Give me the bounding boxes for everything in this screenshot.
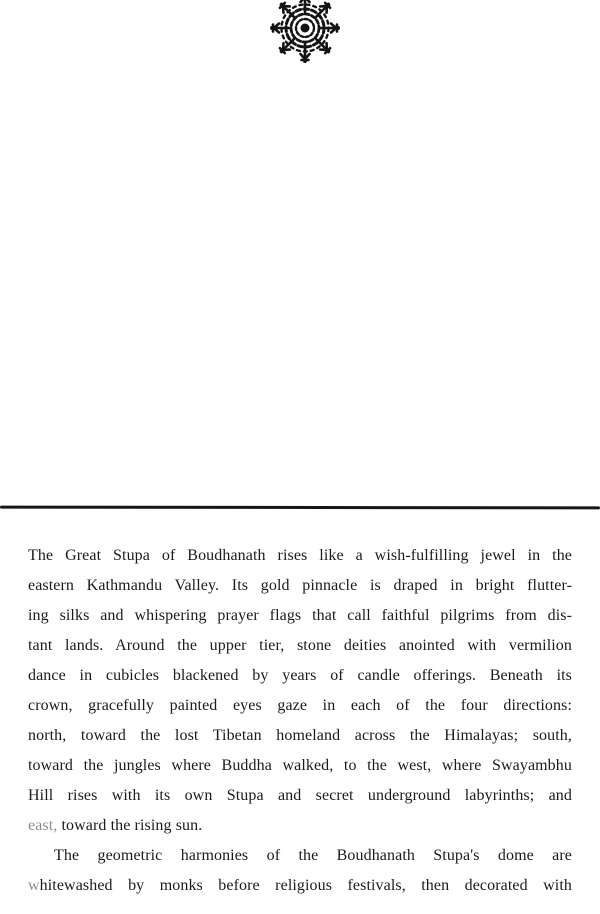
- text-line: north, toward the lost Tibetan homeland across the Himalayas; south,: [28, 727, 572, 744]
- text-line: [28, 811, 572, 841]
- text-line: [28, 871, 572, 901]
- section-divider-rule: [0, 506, 600, 510]
- snowflake-mandala-icon: [267, 0, 343, 66]
- text-line: eastern Kathmandu Valley. Its gold pinnacle is draped in bright flutter-: [28, 577, 572, 594]
- text-line: toward the jungles where Buddha walked, to the west, where Swayambhu: [28, 757, 572, 774]
- paragraph-2: [28, 841, 572, 901]
- body-text: [28, 541, 572, 901]
- text-line: The geometric harmonies of the Boudhanath Stupa's dome are: [54, 847, 572, 864]
- text-line: dance in cubicles blackened by years of candle offerings. Beneath its: [28, 667, 572, 684]
- faded-word: east,: [28, 817, 58, 834]
- text-segment: toward the rising sun.: [57, 817, 203, 834]
- text-line: Hill rises with its own Stupa and secret underground labyrinths; and: [28, 787, 572, 804]
- text-line: crown, gracefully painted eyes gaze in each of the four directions:: [28, 697, 572, 714]
- faded-letter: w: [28, 877, 40, 894]
- text-segment: hitewashed by monks before religious festivals, then decorated with: [39, 877, 572, 894]
- text-line: tant lands. Around the upper tier, stone deities anointed with vermilion: [28, 637, 572, 654]
- paragraph-1: [28, 541, 572, 841]
- text-line: The Great Stupa of Boudhanath rises like a wish-fulfilling jewel in the: [28, 547, 572, 564]
- text-line: ing silks and whispering prayer flags that call faithful pilgrims from dis-: [28, 607, 572, 624]
